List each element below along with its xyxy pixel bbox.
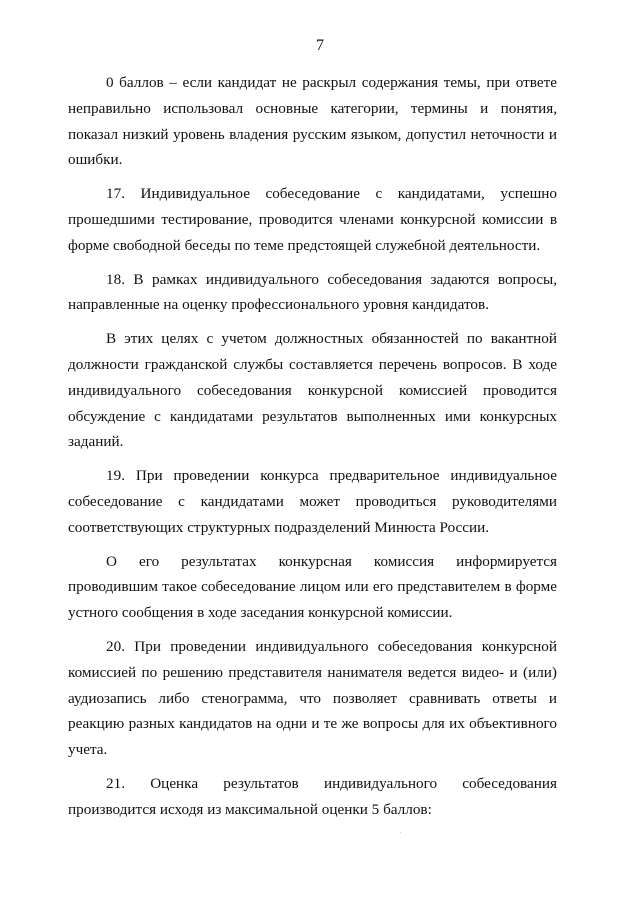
paragraph-18-continued: В этих целях с учетом должностных обязанностей по вакантной должности гражданской службы составляется перечень вопросов. В ходе индивидуального собеседования конкурсной комиссией проводится обсуждение с кандидатами результатов выполненных ими конкурсных заданий. <box>68 330 557 451</box>
paragraph-18: 18. В рамках индивидуального собеседования задаются вопросы, направленные на оценку профессионального уровня кандидатов. <box>68 270 557 314</box>
page-number: 7 <box>316 37 324 54</box>
document-body <box>68 70 557 831</box>
paragraph-21: 21. Оценка результатов индивидуального собеседования производится исходя из максимальной оценки 5 баллов: <box>68 774 557 818</box>
scan-artifact <box>400 832 401 833</box>
paragraph-zero-points: 0 баллов – если кандидат не раскрыл содержания темы, при ответе неправильно использовал основные категории, термины и понятия, показал низкий уровень владения русским языком, допустил неточности и ошибки. <box>68 74 557 169</box>
paragraph-19: 19. При проведении конкурса предварительное индивидуальное собеседование с кандидатами может проводиться руководителями соответствующих структурных подразделений Минюста России. <box>68 467 557 536</box>
paragraph-17: 17. Индивидуальное собеседование с кандидатами, успешно прошедшими тестирование, проводится членами конкурсной комиссии в форме свободной беседы по теме предстоящей служебной деятельности. <box>68 185 557 254</box>
paragraph-19-continued: О его результатах конкурсная комиссия информируется проводившим такое собеседование лицом или его представителем в форме устного сообщения в ходе заседания конкурсной комиссии. <box>68 552 557 622</box>
paragraph-20: 20. При проведении индивидуального собеседования конкурсной комиссией по решению представителя нанимателя ведется видео- и (или) аудиозапись либо стенограмма, что позволяет сравнивать ответы и реакцию разных кандидатов на одни и те же вопросы для их объективного учета. <box>68 637 557 759</box>
